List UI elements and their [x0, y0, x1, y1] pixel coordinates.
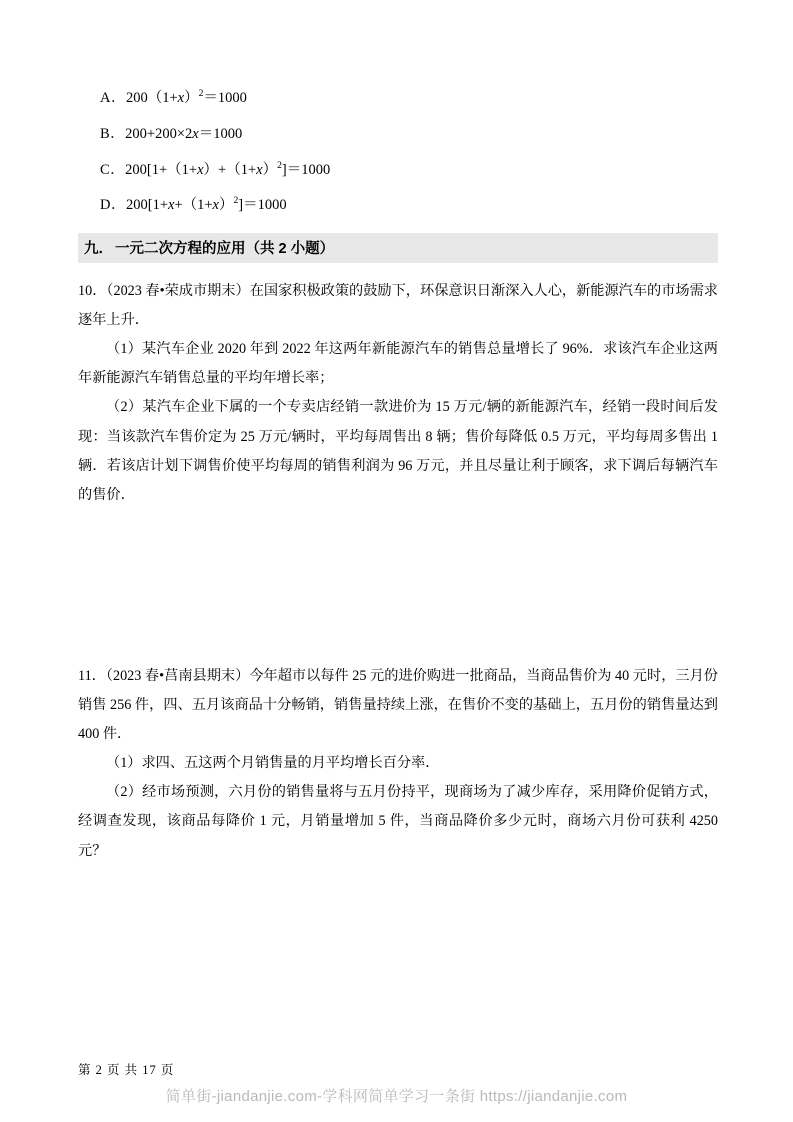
- question-10-number: 10．: [78, 283, 107, 299]
- choice-a: [100, 88, 718, 110]
- question-11-part-2: （2）经市场预测，六月份的销售量将与五月份持平，现商场为了减少库存，采用降价促销方式，经调查发现，该商品每降价 1 元，月销量增加 5 件，当商品降价多少元时，商场六月份可获利 4250 元？: [78, 784, 718, 859]
- question-11-part-1: （1）求四、五这两个月销售量的月平均增长百分率．: [106, 755, 440, 772]
- question-11-stem: 今年超市以每件 25 元的进价购进一批商品，当商品售价为 40 元时，三月份销售 256 件，四、五月该商品十分畅销，销售量持续上涨，在售价不变的基础上，五月份的销售量达到 400 件．: [78, 667, 718, 743]
- question-11-number: 11．: [78, 667, 106, 684]
- choice-c: [100, 160, 718, 182]
- choice-a-text: $200(1+x)^2=1000$: [125, 88, 247, 106]
- answer-space-10: [78, 512, 718, 662]
- question-10: [78, 277, 718, 510]
- choice-a-label: A．: [100, 90, 126, 106]
- question-11-source: （2023 春•莒南县期末）: [105, 667, 250, 684]
- choice-d-label: D．: [100, 197, 126, 214]
- choice-b-label: B．: [100, 125, 126, 142]
- choice-b: [100, 124, 718, 146]
- watermark: 简单街-jiandanjie.com-学科网简单学习一条街 https://jiandanjie.com: [165, 1088, 628, 1105]
- choice-b-text: 200+200×2x＝1000: [125, 125, 243, 142]
- question-10-stem-line: [78, 277, 718, 335]
- question-11-stem-line: [78, 662, 718, 749]
- section-number: 九．: [84, 241, 113, 257]
- page-footer: [78, 1060, 718, 1078]
- question-11: [78, 662, 718, 866]
- choice-d-text: $200[1+x+(1+x)^2]=1000$: [125, 195, 287, 214]
- choice-c-label: C．: [100, 161, 126, 178]
- question-10-part-1: （1）某汽车企业 2020 年到 2022 年这两年新能源汽车的销售总量增长了 96%．求该汽车企业这两年新能源汽车销售总量的平均年增长率；: [78, 341, 718, 387]
- section-heading: [78, 233, 718, 263]
- page-content: [78, 88, 718, 998]
- question-10-part-2: （2）某汽车企业下属的一个专卖店经销一款进价为 15 万元/辆的新能源汽车，经销一段时间后发现：当该款汽车售价定为 25 万元/辆时，平均每周售出 8 辆；售价每降低 0.5 万元，平均每周多售出 1 辆．若该店计划下调售价使平均每周的销售利润为 96 万元，并且尽量让利于顾客，求下调后每辆汽车的售价．: [78, 399, 718, 503]
- answer-space-11: [78, 868, 718, 998]
- page-number: 第 2 页 共 17 页: [78, 1063, 175, 1077]
- question-10-source: （2023 春•荣成市期末）: [106, 283, 250, 299]
- question-10-stem: 在国家积极政策的鼓励下，环保意识日渐深入人心，新能源汽车的市场需求逐年上升．: [78, 283, 718, 329]
- choice-d: [100, 195, 718, 217]
- section-title: 一元二次方程的应用（共 2 小题）: [115, 241, 335, 257]
- choice-c-text: $200[1+(1+x)+(1+x)^2]=1000$: [125, 159, 331, 178]
